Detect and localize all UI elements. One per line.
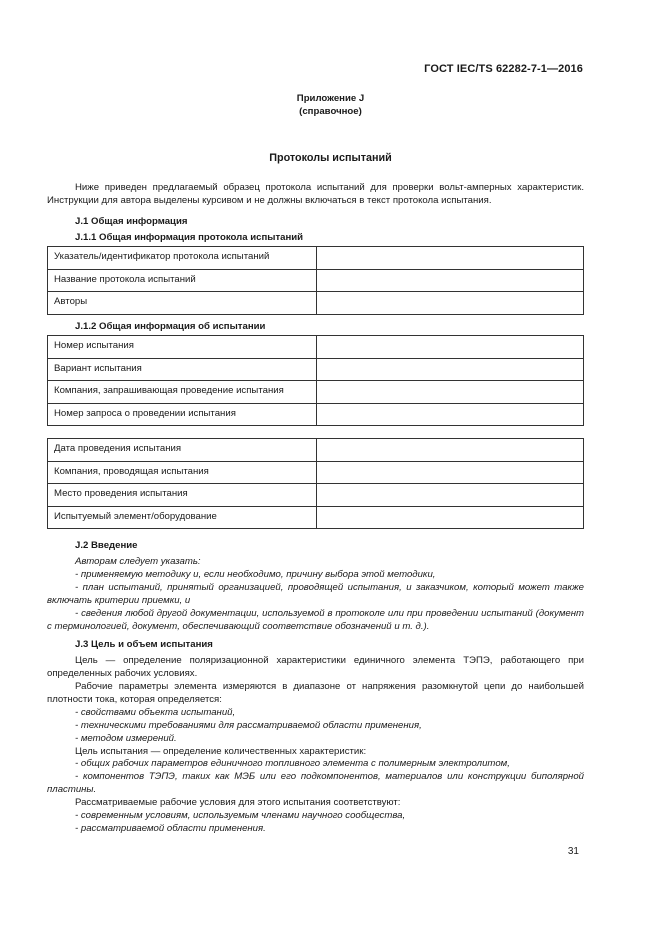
table-row — [48, 484, 584, 507]
j3-list-item: - техническими требованиями для рассматриваемой области применения, — [75, 719, 422, 731]
table-label: Вариант испытания — [48, 358, 317, 381]
page-number: 31 — [567, 846, 579, 857]
table-value-cell[interactable] — [317, 484, 584, 507]
table-value-cell[interactable] — [317, 403, 584, 426]
table-row — [48, 336, 584, 359]
j2-line: - план испытаний, принятый организацией, проводящей испытания, и заказчиком, который может также включать критерии приемки, и — [47, 581, 584, 606]
annex-heading — [0, 92, 661, 118]
table-test-info — [47, 335, 584, 426]
table-row — [48, 403, 584, 426]
table-row — [48, 506, 584, 529]
section-heading-j1: J.1 Общая информация — [75, 216, 188, 227]
j3-list-item: - рассматриваемой области применения. — [75, 823, 266, 835]
standard-code: ГОСТ IEC/TS 62282-7-1—2016 — [424, 63, 583, 75]
section-heading-j2: J.2 Введение — [75, 540, 138, 551]
table-label: Авторы — [48, 292, 317, 315]
j3-paragraph: Рабочие параметры элемента измеряются в диапазоне от напряжения разомкнутой цепи до наибольшей плотности тока, которая определяется: — [47, 680, 584, 705]
j3-paragraph: Цель испытания — определение количественных характеристик: — [75, 745, 367, 757]
table-label: Испытуемый элемент/оборудование — [48, 506, 317, 529]
section-heading-j3: J.3 Цель и объем испытания — [75, 639, 213, 650]
j3-list-item: - методом измерений. — [75, 732, 177, 744]
section-heading-j11: J.1.1 Общая информация протокола испытаний — [75, 232, 304, 243]
table-label: Дата проведения испытания — [48, 439, 317, 462]
table-value-cell[interactable] — [317, 461, 584, 484]
table-label: Номер испытания — [48, 336, 317, 359]
table-label: Название протокола испытаний — [48, 269, 317, 292]
table-row — [48, 358, 584, 381]
table-value-cell[interactable] — [317, 358, 584, 381]
j3-list-item: - компонентов ТЭПЭ, таких как МЭБ или его подкомпонентов, материалов или конструкции биполярной пластины. — [47, 771, 584, 796]
table-value-cell[interactable] — [317, 247, 584, 270]
table-row — [48, 292, 584, 315]
table-label: Компания, запрашивающая проведение испытания — [48, 381, 317, 404]
j2-line: - применяемую методику и, если необходимо, причину выбора этой методики, — [75, 568, 436, 580]
table-test-location — [47, 438, 584, 529]
page-title: Протоколы испытаний — [269, 152, 392, 164]
annex-subtitle: (справочное) — [299, 106, 362, 117]
j3-list-item: - свойствами объекта испытаний, — [75, 706, 236, 718]
section-j1 — [47, 216, 584, 229]
table-label: Место проведения испытания — [48, 484, 317, 507]
table-value-cell[interactable] — [317, 506, 584, 529]
table-row — [48, 439, 584, 462]
section-j11 — [47, 232, 584, 245]
intro-block — [47, 182, 584, 208]
table-value-cell[interactable] — [317, 439, 584, 462]
table-row — [48, 269, 584, 292]
table-row — [48, 461, 584, 484]
table-label: Компания, проводящая испытания — [48, 461, 317, 484]
annex-title: Приложение J — [296, 93, 365, 104]
table-protocol-info — [47, 246, 584, 315]
j2-line: - сведения любой другой документации, используемой в протоколе или при проведении испытаний (документ с терминологией, документ, обеспечивающий соответствие обозначений и т. д.). — [47, 607, 584, 632]
section-j3 — [47, 639, 584, 836]
table-value-cell[interactable] — [317, 381, 584, 404]
table-label: Указатель/идентификатор протокола испытаний — [48, 247, 317, 270]
table-label: Номер запроса о проведении испытания — [48, 403, 317, 426]
table-value-cell[interactable] — [317, 292, 584, 315]
section-j12 — [47, 321, 584, 334]
intro-paragraph: Ниже приведен предлагаемый образец протокола испытаний для проверки вольт-амперных характеристик. Инструкции для автора выделены курсивом и не должны включаться в текст протокола испытания. — [47, 182, 584, 206]
j2-line: Авторам следует указать: — [75, 555, 201, 567]
section-j2 — [47, 540, 584, 634]
table-value-cell[interactable] — [317, 336, 584, 359]
j3-list-item: - современным условиям, используемым членами научного сообщества, — [75, 810, 406, 822]
table-row — [48, 247, 584, 270]
table-value-cell[interactable] — [317, 269, 584, 292]
j3-paragraph: Рассматриваемые рабочие условия для этого испытания соответствуют: — [75, 797, 401, 809]
table-row — [48, 381, 584, 404]
section-heading-j12: J.1.2 Общая информация об испытании — [75, 321, 266, 332]
j3-list-item: - общих рабочих параметров единичного топливного элемента с полимерным электролитом, — [75, 758, 510, 770]
j3-paragraph: Цель — определение поляризационной характеристики единичного элемента ТЭПЭ, работающего при определенных рабочих условиях. — [47, 654, 584, 679]
